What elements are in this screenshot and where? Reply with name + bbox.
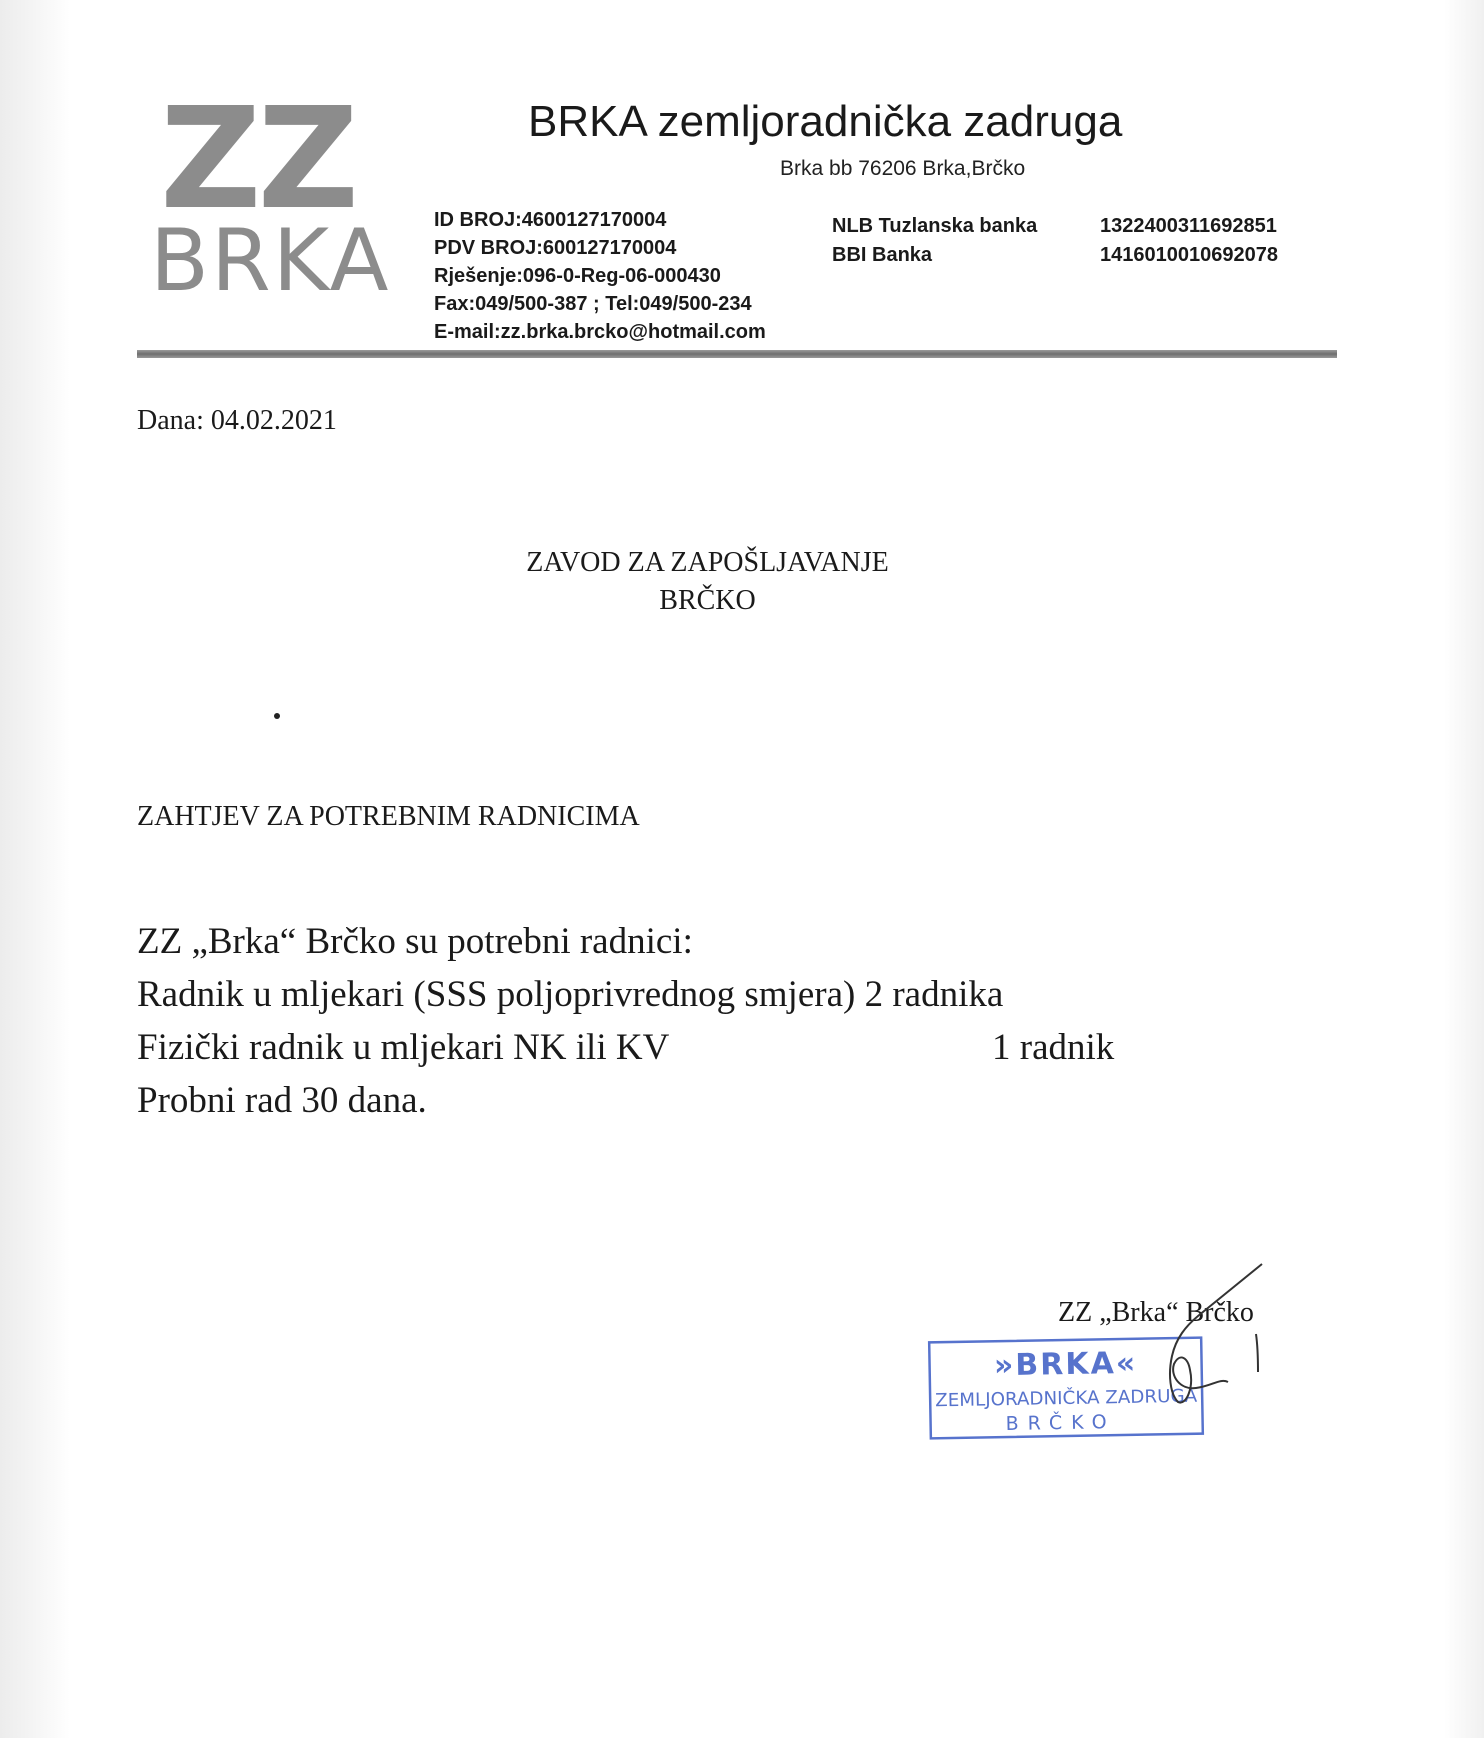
body-line-quantity: 1 radnik [992,1027,1115,1068]
id-number: ID BROJ:4600127170004 [434,209,667,231]
recipient-block [400,544,1015,620]
body-line [137,915,1187,968]
stray-dot-mark [274,713,280,719]
letter-body [137,915,1187,1127]
header-divider [137,350,1337,358]
body-line-text: ZZ „Brka“ Brčko su potrebni radnici: [137,921,693,962]
body-line-text: Probni rad 30 dana. [137,1080,427,1121]
signatory-name: ZZ „Brka“ Brčko [1058,1297,1254,1328]
stamp-subtitle: ZEMLJORADNIČKA ZADRUGA [935,1385,1194,1412]
registration-decision: Rješenje:096-0-Reg-06-000430 [434,265,721,287]
stamp-title: »BRKA« [993,1345,1138,1384]
recipient-city: BRČKO [659,585,756,616]
company-address: Brka bb 76206 Brka,Brčko [780,157,1026,180]
bank-account-number: 1322400311692851 [1100,215,1277,237]
body-line [137,1021,1187,1074]
scan-edge-shadow [0,0,70,1738]
logo-brka-text: BRKA [150,211,391,311]
body-line [137,1074,1187,1127]
fax-phone: Fax:049/500-387 ; Tel:049/500-234 [434,293,752,315]
body-line [137,968,1187,1021]
recipient-name: ZAVOD ZA ZAPOŠLJAVANJE [526,547,889,578]
company-name: BRKA zemljoradnička zadruga [528,97,1123,146]
scan-edge-shadow-right [1444,0,1484,1738]
vat-number: PDV BROJ:600127170004 [434,237,677,259]
bank-row [832,212,1312,241]
bank-name: NLB Tuzlanska banka [832,215,1038,237]
body-line-text: Radnik u mljekari (SSS poljoprivrednog smjera) 2 radnika [137,974,1004,1015]
bank-name: BBI Banka [832,244,933,266]
bank-account-number: 1416010010692078 [1100,244,1278,266]
handwritten-signature [1090,1260,1290,1420]
stamp-city: BRČKO [1005,1411,1116,1436]
company-logo [150,78,391,311]
logo-zz-text: ZZ [160,78,356,241]
company-registration-details [434,206,766,346]
letter-date: Dana: 04.02.2021 [137,405,337,436]
letter-subject: ZAHTJEV ZA POTREBNIM RADNICIMA [137,801,640,832]
body-line-text: Fizički radnik u mljekari NK ili KV [137,1027,670,1068]
bank-accounts [832,212,1312,270]
email-address: E-mail:zz.brka.brcko@hotmail.com [434,321,766,343]
bank-row [832,241,1312,270]
